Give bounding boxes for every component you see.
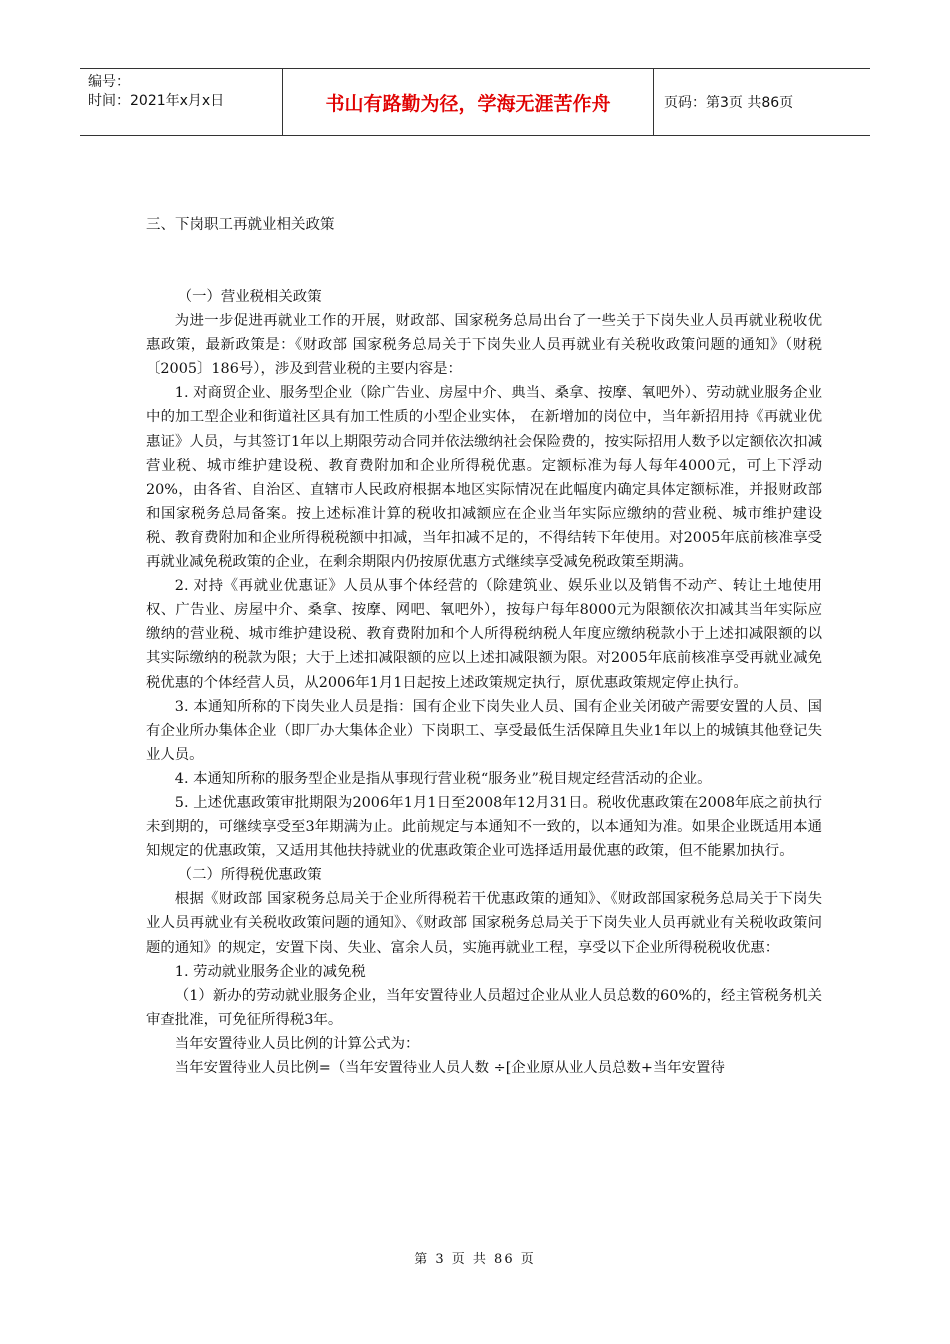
document-number-label: 编号： bbox=[88, 74, 130, 90]
paragraph: 1. 劳动就业服务企业的减免税 bbox=[174, 963, 366, 980]
header-meta bbox=[80, 69, 282, 135]
page-footer: 第 3 页 共 86 页 bbox=[414, 1252, 536, 1267]
paragraph: 5. 上述优惠政策审批期限为2006年1月1日至2008年12月31日。税收优惠政策在2008年底之前执行未到期的，可继续享受至3年期满为止。此前规定与本通知不一致的，以本通知为准。如果企业既适用本通知规定的优惠政策，又适用其他扶持就业的优惠政策企业可选择适用最优惠的政策，但不能累加执行。 bbox=[146, 794, 822, 860]
paragraph: 当年安置待业人员比例的计算公式为： bbox=[174, 1035, 420, 1052]
header-page-info: 页码：第3页 共86页 bbox=[664, 95, 794, 111]
paragraph: 4. 本通知所称的服务型企业是指从事现行营业税“服务业”税目规定经营活动的企业。 bbox=[174, 770, 712, 787]
paragraph: 当年安置待业人员比例=（当年安置待业人员人数 ÷[企业原从业人员总数+当年安置待 bbox=[174, 1060, 725, 1076]
subsection-heading: （一）营业税相关政策 bbox=[177, 289, 322, 305]
paragraph: （1）新办的劳动就业服务企业，当年安置待业人员超过企业从业人员总数的60%的，经主管税务机关审查批准，可免征所得税3年。 bbox=[146, 987, 822, 1028]
paragraph: 为进一步促进再就业工作的开展，财政部、国家税务总局出台了一些关于下岗失业人员再就业税收优惠政策，最新政策是：《财政部 国家税务总局关于下岗失业人员再就业有关税收政策问题的通知》（财税〔2005〕186号），涉及到营业税的主要内容是： bbox=[146, 313, 822, 378]
paragraph: 2. 对持《再就业优惠证》人员从事个体经营的（除建筑业、娱乐业以及销售不动产、转让土地使用权、广告业、房屋中介、桑拿、按摩、网吧、氧吧外），按每户每年8000元为限额依次扣减其当年实际应缴纳的营业税、城市维护建设税、教育费附加和个人所得税纳税人年度应缴纳税款小于上述扣减限额的以其实际缴纳的税款为限；大于上述扣减限额的应以上述扣减限额为限。对2005年底前核准享受再就业减免税优惠的个体经营人员，从2006年1月1日起按上述政策规定执行，原优惠政策规定停止执行。 bbox=[146, 578, 822, 691]
section-title: 三、下岗职工再就业相关政策 bbox=[146, 217, 335, 233]
paragraph: 1. 对商贸企业、服务型企业（除广告业、房屋中介、典当、桑拿、按摩、氧吧外）、劳动就业服务企业中的加工型企业和街道社区具有加工性质的小型企业实体， 在新增加的岗位中，当年新招用持《再就业优惠证》人员，与其签订1年以上期限劳动合同并依法缴纳社会保险费的，按实际招用人数予以定额依次扣减营业税、城市维护建设税、教育费附加和企业所得税优惠。定额标准为每人每年4000元，可上下浮动20%，由各省、自治区、直辖市人民政府根据本地区实际情况在此幅度内确定具体定额标准，并报财政部和国家税务总局备案。按上述标准计算的税收扣减额应在企业当年实际应缴纳的营业税、城市维护建设税、教育费附加和企业所得税税额中扣减，当年扣减不足的，不得结转下年使用。对2005年底前核准享受再就业减免税政策的企业，在剩余期限内仍按原优惠方式继续享受减免税政策至期满。 bbox=[146, 385, 822, 571]
page-header bbox=[80, 68, 870, 136]
paragraph: 根据《财政部 国家税务总局关于企业所得税若干优惠政策的通知》、《财政部国家税务总局关于下岗失业人员再就业有关税收政策问题的通知》、《财政部 国家税务总局关于下岗失业人员再就业有关税收政策问题的通知》的规定，安置下岗、失业、富余人员，实施再就业工程，享受以下企业所得税税收优惠： bbox=[146, 891, 822, 956]
header-motto: 书山有路勤为径，学海无涯苦作舟 bbox=[282, 69, 654, 135]
document-body bbox=[146, 285, 822, 1080]
document-date: 时间：2021年x月x日 bbox=[88, 93, 225, 109]
paragraph: 3. 本通知所称的下岗失业人员是指：国有企业下岗失业人员、国有企业关闭破产需要安置的人员、国有企业所办集体企业（即厂办大集体企业）下岗职工、享受最低生活保障且失业1年以上的城镇其他登记失业人员。 bbox=[146, 698, 822, 763]
subsection-heading: （二）所得税优惠政策 bbox=[177, 867, 322, 884]
